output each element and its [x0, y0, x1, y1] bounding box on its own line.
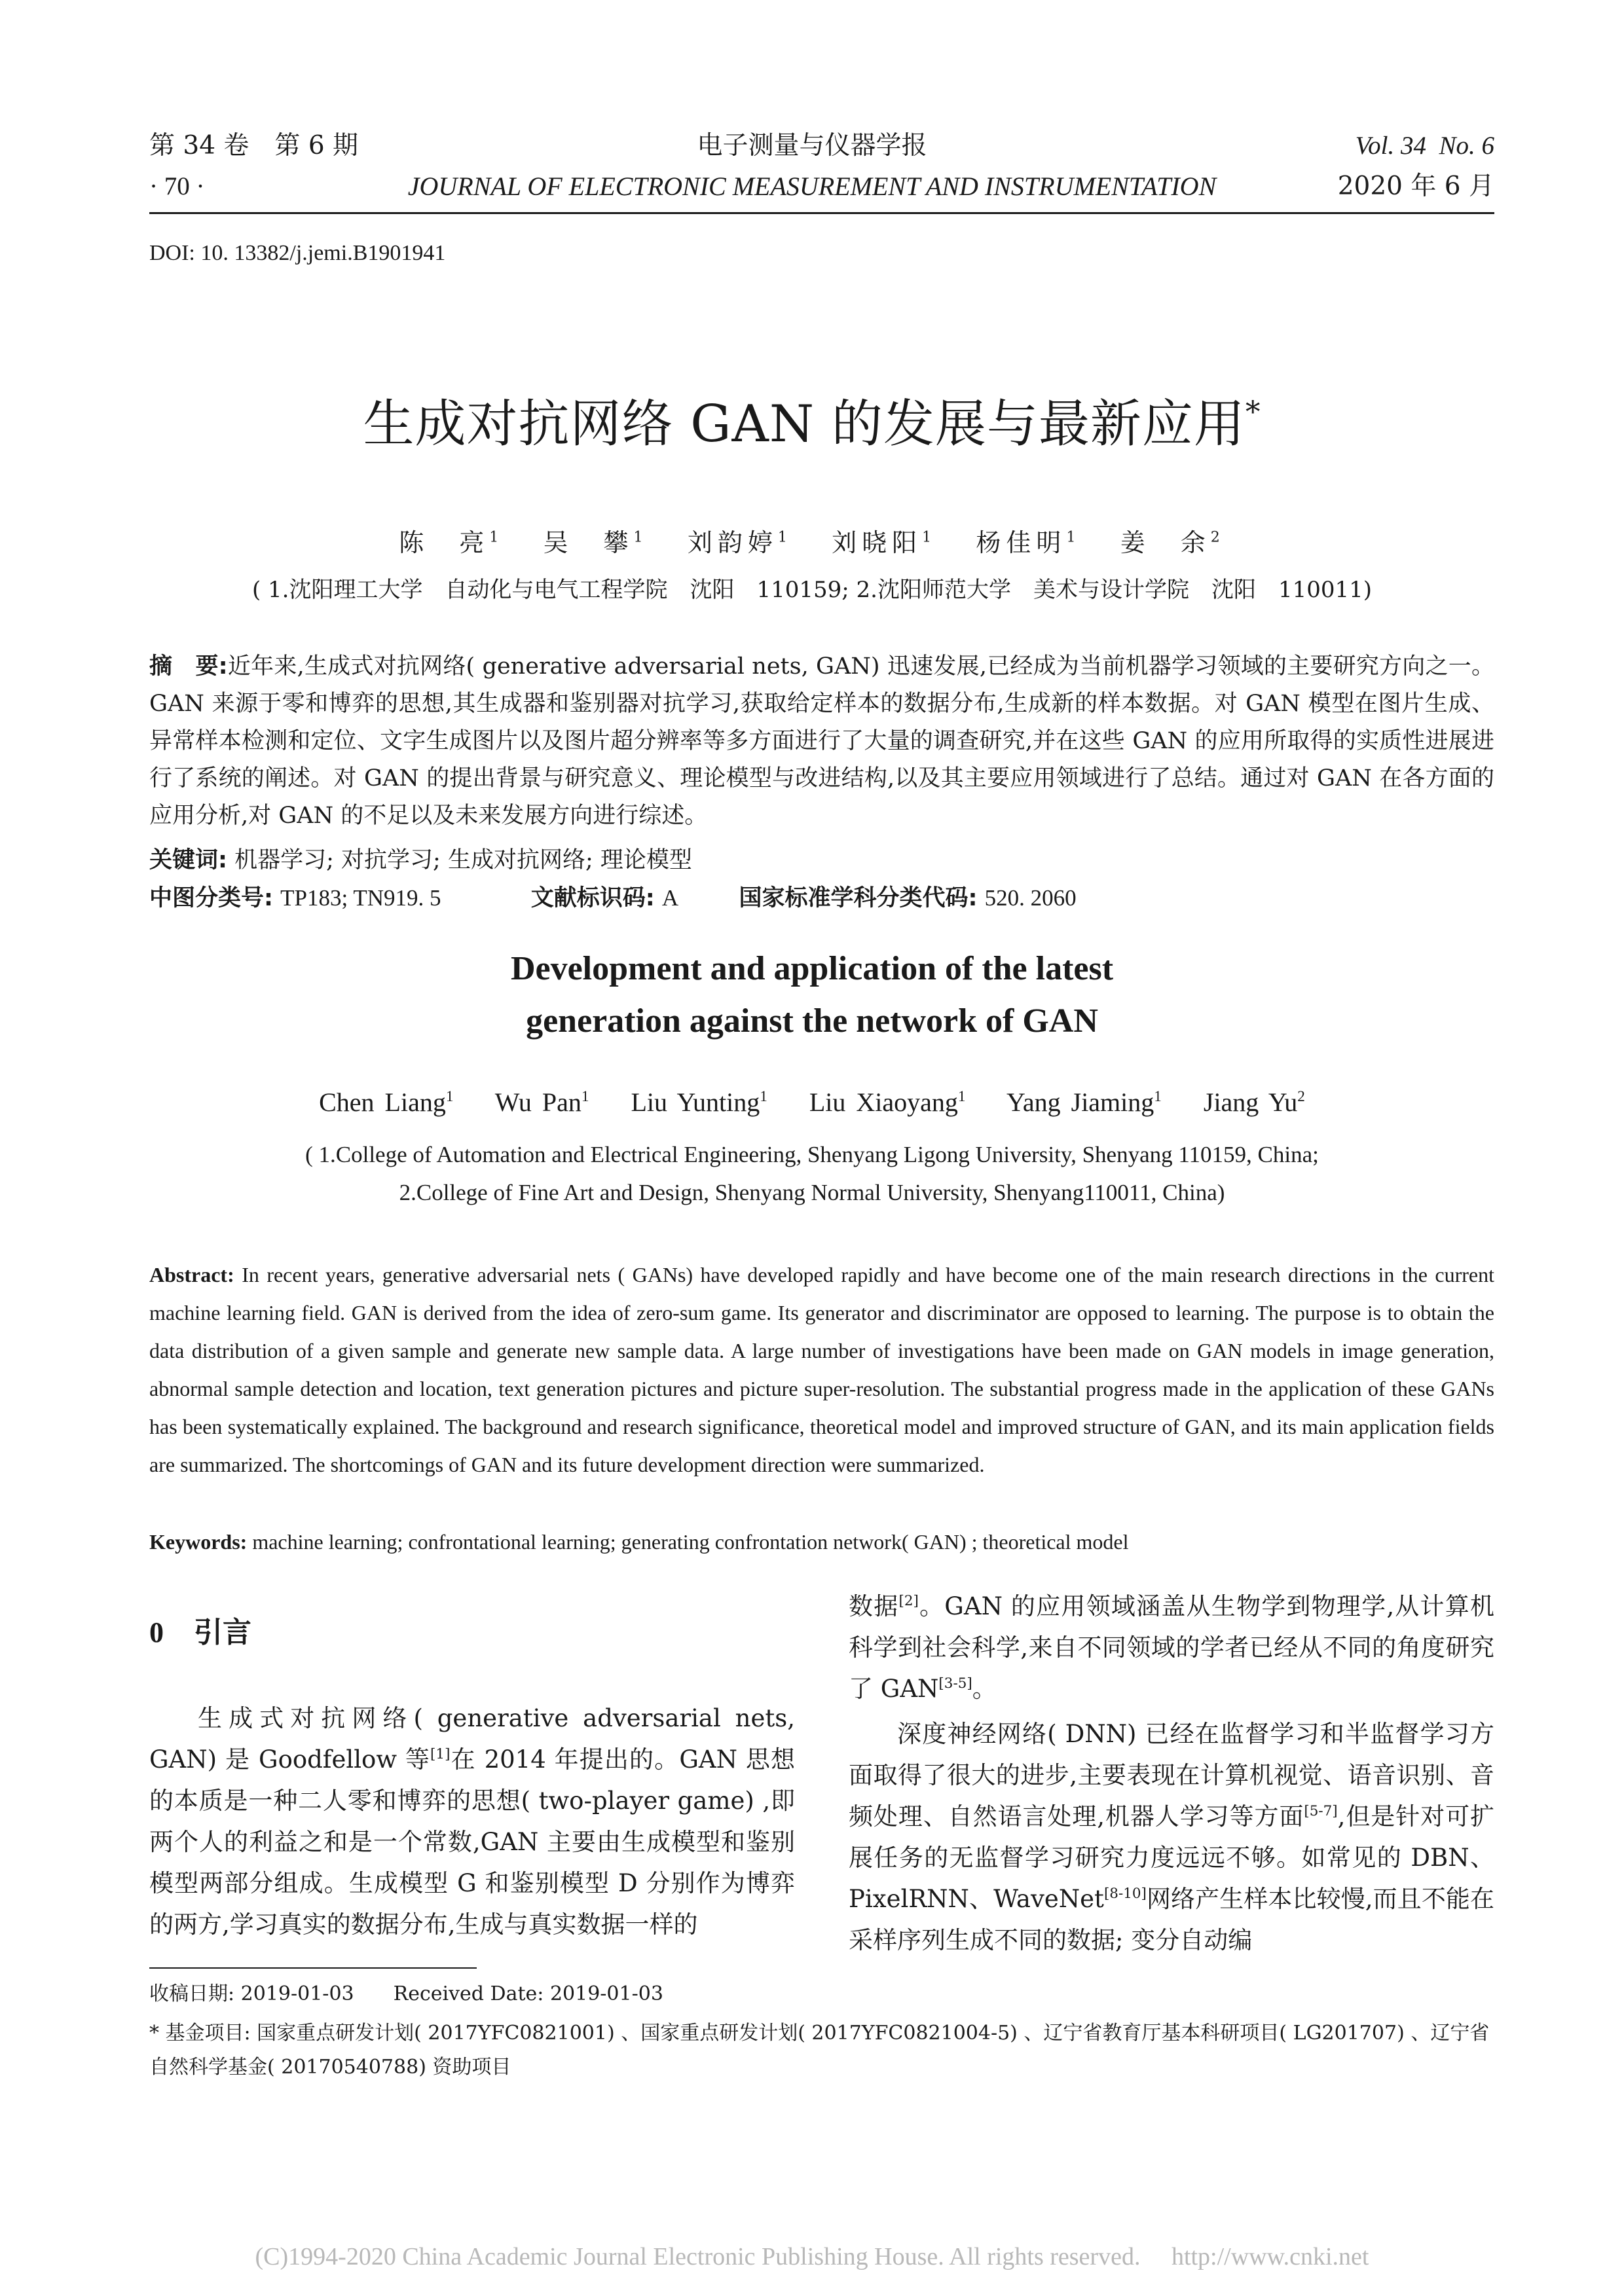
- author-en: Liu Yunting$^1$: [631, 1087, 767, 1117]
- abstract-en-label: Abstract:: [149, 1263, 234, 1286]
- keywords-en-label: Keywords:: [149, 1530, 248, 1554]
- header-page-number: · 70 ·: [149, 172, 205, 200]
- citation: [5-7]: [1304, 1803, 1338, 1820]
- fund-note-line2: 自然科学基金( 20170540788) 资助项目: [149, 2056, 511, 2079]
- header-date: 2020 年 6 月: [1337, 172, 1494, 201]
- title-en-line2: generation against the network of GAN: [526, 1002, 1098, 1040]
- authors-en: [0, 1087, 1624, 1118]
- title-cn: [0, 383, 1624, 456]
- title-cn-text: 生成对抗网络 GAN 的发展与最新应用: [363, 395, 1246, 454]
- citation: [8-10]: [1103, 1886, 1147, 1903]
- author-cn: 吴 攀$^1$: [543, 528, 648, 557]
- affiliations-cn: ( 1.沈阳理工大学 自动化与电气工程学院 沈阳 110159; 2.沈阳师范大学 美术与设计学院 沈阳 110011): [251, 577, 1373, 603]
- intro-paragraph-1: 生成式对抗网络( generative adversarial nets, GAN) 是 Goodfellow 等[1]在 2014 年提出的。GAN 思想的本质是一种二人零和博弈的思想( two-player game) ,即两个人的利益之和是一个常数,GAN 主要由生成模型和鉴别模型两部分组成。生成模型 G 和鉴别模型 D 分别作为博弈的两方,学习真实的数据分布,生成与真实数据一样的: [149, 1704, 795, 1939]
- author-cn: 刘晓阳$^1$: [832, 528, 937, 557]
- author-cn: 刘韵婷$^1$: [687, 528, 792, 557]
- right-column: [849, 1586, 1494, 1961]
- keywords-cn-label: 关键词:: [149, 847, 227, 873]
- author-en: Wu Pan$^1$: [494, 1087, 589, 1117]
- section-number: 0: [149, 1616, 164, 1649]
- authors-cn: [0, 522, 1624, 558]
- affiliations-en-line2: 2.College of Fine Art and Design, Shenyang Normal University, Shenyang110011, China): [399, 1180, 1225, 1205]
- author-en: Jiang Yu$^2$: [1203, 1087, 1305, 1117]
- header-volume-issue: 第 34 卷 第 6 期: [149, 131, 359, 160]
- citation: [1]: [430, 1746, 451, 1763]
- header-no: No. 6: [1439, 132, 1494, 160]
- abstract-cn-label: 摘 要:: [149, 653, 228, 680]
- author-en: Liu Xiaoyang$^1$: [809, 1087, 966, 1117]
- author-en: Yang Jiaming$^1$: [1006, 1087, 1162, 1117]
- author-cn: 杨佳明$^1$: [976, 528, 1081, 557]
- author-cn: 陈 亮$^1$: [399, 528, 504, 557]
- abstract-en-text: In recent years, generative adversarial nets ( GANs) have developed rapidly and have become one of the main research directions in the current machine learning field. GAN is derived from the idea of zero-sum game. Its generator and discriminator are opposed to learning. The purpose is to obtain the data distribution of a given sample and generate new sample data. A large number of investigations have been made on GAN models in image generation, abnormal sample detection and location, text generation pictures and picture super-resolution. The substantial progress made in the application of these GANs has been systematically explained. The background and research significance, theoretical model and improved structure of GAN, and its main application fields are summarized. The shortcomings of GAN and its future development direction were summarized.: [149, 1263, 1495, 1476]
- author-en: Chen Liang$^1$: [319, 1087, 454, 1117]
- clc-label: 中图分类号:: [149, 885, 273, 911]
- keywords-en-text: machine learning; confrontational learning; generating confrontation network( GAN) ; theoretical model: [252, 1530, 1129, 1554]
- copyright-footer: (C)1994-2020 China Academic Journal Electronic Publishing House. All rights reserved. http://www.cnki.net: [255, 2243, 1369, 2270]
- std-code-label: 国家标准学科分类代码:: [739, 885, 978, 911]
- keywords-cn-text: 机器学习; 对抗学习; 生成对抗网络; 理论模型: [234, 847, 692, 873]
- fund-note-line1: * 基金项目: 国家重点研发计划( 2017YFC0821001) 、国家重点研发计划( 2017YFC0821004-5) 、辽宁省教育厅基本科研项目( LG201707) 、辽宁省: [149, 2022, 1490, 2045]
- title-en: [0, 943, 1624, 1048]
- abstract-en: [149, 1256, 1494, 1484]
- header-vol: Vol. 34: [1355, 132, 1426, 160]
- classification: [149, 879, 1494, 917]
- abstract-cn-text: 近年来,生成式对抗网络( generative adversarial nets, GAN) 迅速发展,已经成为当前机器学习领域的主要研究方向之一。GAN 来源于零和博弈的思想,其生成器和鉴别器对抗学习,获取给定样本的数据分布,生成新的样本数据。对 GAN 模型在图片生成、异常样本检测和定位、文字生成图片以及图片超分辨率等多方面进行了大量的调查研究,并在这些 GAN 的应用所取得的实质性进展进行了系统的阐述。对 GAN 的提出背景与研究意义、理论模型与改进结构,以及其主要应用领域进行了总结。通过对 GAN 在各方面的应用分析,对 GAN 的不足以及未来发展方向进行综述。: [149, 653, 1494, 829]
- std-code-value: 520. 2060: [984, 885, 1077, 911]
- doi: DOI: 10. 13382/j.jemi.B1901941: [149, 241, 446, 265]
- doc-code-label: 文献标识码:: [530, 885, 655, 911]
- footnote-rule: [149, 1967, 477, 1969]
- keywords-en: [149, 1523, 1494, 1561]
- fund-note: [149, 2016, 1494, 2085]
- abstract-cn: [149, 648, 1494, 835]
- clc-value: TP183; TN919. 5: [280, 885, 441, 911]
- header-journal-cn: 电子测量与仪器学报: [697, 131, 927, 160]
- header-journal-en: JOURNAL OF ELECTRONIC MEASUREMENT AND INSTRUMENTATION: [407, 172, 1217, 201]
- author-cn: 姜 余$^2$: [1120, 528, 1225, 557]
- affiliations-en: [0, 1136, 1624, 1212]
- intro-paragraph-3: 深度神经网络( DNN) 已经在监督学习和半监督学习方面取得了很大的进步,主要表现在计算机视觉、语音识别、音频处理、自然语言处理,机器人学习等方面[5-7],但是针对可扩展任务的无监督学习研究力度远远不够。如常见的 DBN、PixelRNN、WaveNet[8-10]网络产生样本比较慢,而且不能在采样序列生成不同的数据; 变分自动编: [849, 1720, 1495, 1954]
- intro-paragraph-2: 数据[2]。GAN 的应用领域涵盖从生物学到物理学,从计算机科学到社会科学,来自不同领域的学者已经从不同的角度研究了 GAN[3-5]。: [849, 1592, 1494, 1703]
- header-rule: [149, 212, 1494, 214]
- title-en-line1: Development and application of the latest: [510, 950, 1114, 987]
- title-mark: *: [1245, 394, 1261, 429]
- left-column: [149, 1612, 795, 1945]
- keywords-cn: [149, 842, 1494, 879]
- citation: [3-5]: [938, 1675, 972, 1692]
- affiliations-en-line1: ( 1.College of Automation and Electrical Engineering, Shenyang Ligong University, Shenyang 110159, China;: [305, 1142, 1319, 1167]
- doc-code-value: A: [661, 885, 679, 911]
- citation: [2]: [898, 1593, 919, 1610]
- section-title: 引言: [193, 1616, 251, 1649]
- received-date: 收稿日期: 2019-01-03 Received Date: 2019-01-03: [149, 1982, 663, 2005]
- header-volume-en: [1356, 128, 1494, 164]
- section-heading: [149, 1612, 795, 1653]
